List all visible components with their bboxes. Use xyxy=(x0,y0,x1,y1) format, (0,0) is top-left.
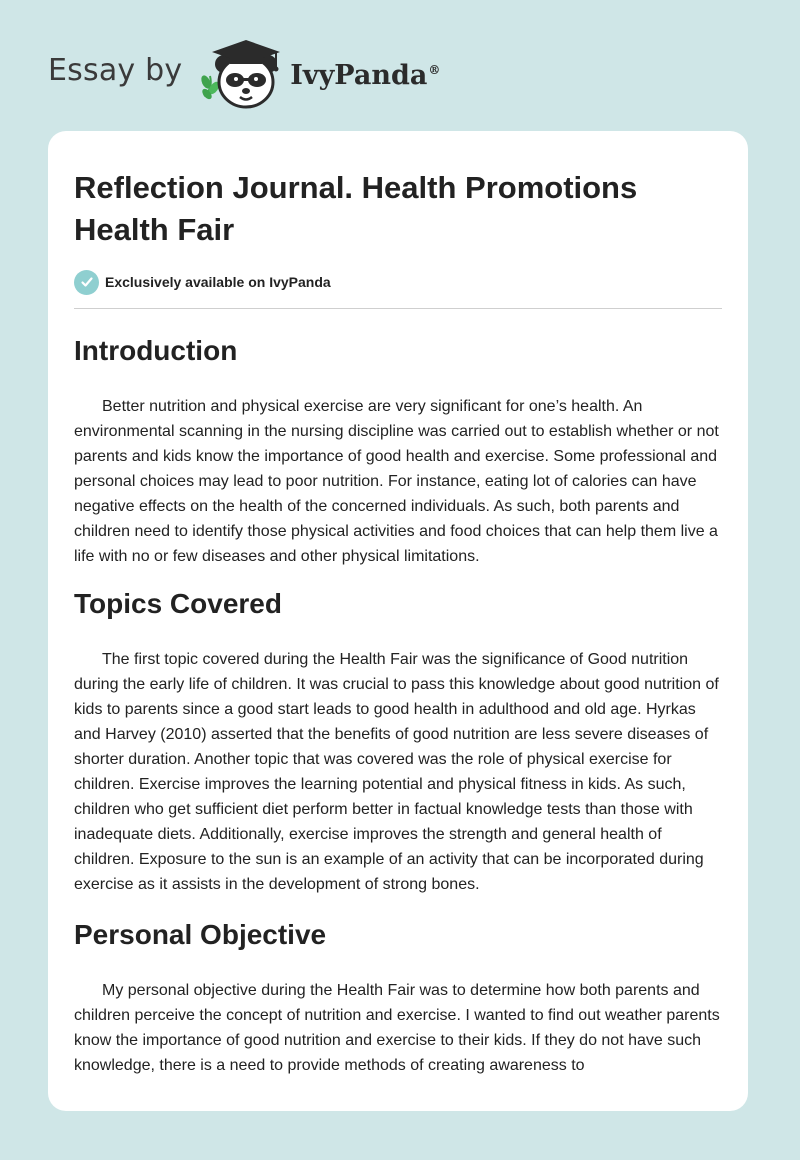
section-heading: Introduction xyxy=(74,335,238,366)
title-divider xyxy=(74,308,722,309)
brand-name[interactable]: IvyPanda® xyxy=(290,59,441,91)
check-icon xyxy=(74,270,99,295)
panda-logo-icon[interactable] xyxy=(196,34,288,110)
essay-title: Reflection Journal. Health Promotions Health Fair xyxy=(74,170,638,247)
section-introduction xyxy=(74,335,722,569)
site-header xyxy=(48,34,440,110)
section-heading: Topics Covered xyxy=(74,588,282,619)
section-personal-objective xyxy=(74,919,722,1078)
registered-mark: ® xyxy=(428,62,441,77)
section-paragraph: My personal objective during the Health Fair was to determine how both parents and children perceive the concept of nutrition and exercise. I wanted to find out weather parents know the importance of good nutrition and exercise to their kids. If they do not have such knowledge, there is a need to provide methods of creating awareness to xyxy=(74,982,720,1074)
section-paragraph: The first topic covered during the Health Fair was the significance of Good nutrition during the early life of children. It was crucial to pass this knowledge about good nutrition of kids to parents since a good start leads to good health in adulthood and old age. Hyrkas and Harvey (2010) asserted that the benefits of good nutrition are less severe diseases of shorter duration. Another topic that was covered was the role of physical exercise for children. Exercise improves the learning potential and physical fitness in kids. As such, children who get sufficient diet perform better in factual knowledge tests than those with inadequate diets. Additionally, exercise improves the strength and general health of children. Exposure to the sun is an example of an activity that can be incorporated during exercise as it assists in the development of strong bones. xyxy=(74,651,719,893)
exclusive-label: Exclusively available on IvyPanda xyxy=(105,274,331,290)
section-paragraph: Better nutrition and physical exercise are very significant for one’s health. An environmental scanning in the nursing discipline was carried out to establish whether or not parents and kids know the importance of good health and exercise. Some professional and personal choices may lead to poor nutrition. For instance, eating lot of calories can have negative effects on the health of the concerned individuals. As such, both parents and children need to identify those physical activities and food choices that can help them live a life with no or few diseases and other physical limitations. xyxy=(74,398,719,565)
essay-by-label: Essay by xyxy=(48,52,183,88)
section-heading: Personal Objective xyxy=(74,919,327,950)
essay-card xyxy=(48,131,748,1111)
section-topics-covered xyxy=(74,588,722,897)
exclusive-badge xyxy=(74,269,722,295)
